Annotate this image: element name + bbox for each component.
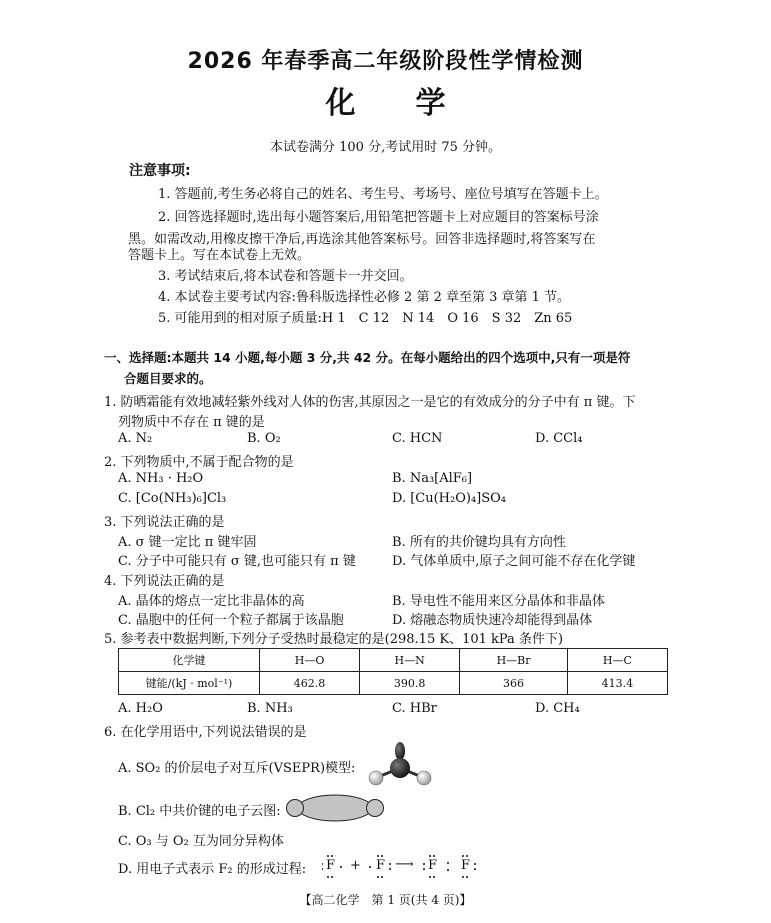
outer-atom [417,771,431,785]
section-heading: 一、选择题:本题共 14 小题,每小题 3 分,共 42 分。在每小题给出的四个选项中,只有一项是符 [104,350,631,365]
outer-atom [369,771,383,785]
q6-option-b: B. Cl₂ 中共价键的电子云图: [118,804,281,819]
q3-option-b: B. 所有的共价键均具有方向性 [392,535,566,550]
vsepr-model-figure [364,738,436,788]
fluorine-atom: F [376,858,386,873]
fluorine-atom: F [326,858,336,873]
q1-option-b: B. O₂ [247,431,281,446]
q4-option-a: A. 晶体的熔点一定比非晶体的高 [118,594,305,609]
table-cell: 462.8 [260,672,360,695]
q4-option-d: D. 熔融态物质快速冷却能得到晶体 [392,613,593,628]
table-cell: H—O [260,649,360,672]
notice-item: 黑。如需改动,用橡皮擦干净后,再选涂其他答案标号。回答非选择题时,将答案写在 [128,232,596,247]
q2-option-b: B. Na₃[AlF₆] [392,471,473,486]
q2-option-a: A. NH₃ · H₂O [118,471,204,486]
cloud-lobe [367,800,384,817]
subject-title: 化 学 [325,86,446,121]
q5-option-c: C. HBr [392,701,437,716]
table-header-row [119,649,668,672]
section-heading-cont: 合题目要求的。 [124,371,212,386]
notice-heading: 注意事项: [129,163,191,179]
table-cell: H—C [567,649,667,672]
q3-stem: 3. 下列说法正确的是 [104,515,225,530]
q3-option-a: A. σ 键一定比 π 键牢固 [118,535,257,550]
q6-option-a: A. SO₂ 的价层电子对互斥(VSEPR)模型: [118,761,356,776]
table-row [119,672,668,695]
notice-item: 1. 答题前,考生务必将自己的姓名、考生号、考场号、座位号填写在答题卡上。 [158,187,608,202]
lone-pair-lobe [395,742,405,760]
table-cell: H—N [360,649,460,672]
q6-option-d: D. 用电子式表示 F₂ 的形成过程: [118,862,307,877]
notice-item: 2. 回答选择题时,选出每小题答案后,用铅笔把答题卡上对应题目的答案标号涂 [158,210,599,225]
notice-item: 4. 本试卷主要考试内容:鲁科版选择性必修 2 第 2 章至第 3 章第 1 节。 [158,290,571,305]
q4-option-b: B. 导电性不能用来区分晶体和非晶体 [392,594,605,609]
electron-cloud-figure [283,791,387,825]
q3-option-c: C. 分子中可能只有 σ 键,也可能只有 π 键 [118,554,356,569]
q5-stem: 5. 参考表中数据判断,下列分子受热时最稳定的是(298.15 K、101 kPa 条件下) [104,632,564,647]
q1-stem-cont: 列物质中不存在 π 键的是 [118,415,265,430]
q5-option-d: D. CH₄ [535,701,580,716]
q5-option-a: A. H₂O [118,701,163,716]
table-cell: 366 [460,672,568,695]
fluorine-atom: F [461,858,471,873]
notice-item: 5. 可能用到的相对原子质量:H 1 C 12 N 14 O 16 S 32 Zn 65 [158,311,573,326]
q6-option-c: C. O₃ 与 O₂ 互为同分异构体 [118,834,284,849]
cloud-overlap [298,795,372,821]
score-info: 本试卷满分 100 分,考试用时 75 分钟。 [270,140,502,155]
notice-item: 3. 考试结束后,将本试卷和答题卡一并交回。 [158,269,413,284]
exam-title: 2026 年春季高二年级阶段性学情检测 [187,49,584,74]
q5-option-b: B. NH₃ [247,701,293,716]
electron-dots [322,850,482,880]
table-cell: 键能/(kJ · mol⁻¹) [119,672,260,695]
q4-option-c: C. 晶胞中的任何一个粒子都属于该晶胞 [118,613,344,628]
table-cell: 390.8 [360,672,460,695]
q1-stem: 1. 防晒霜能有效地减轻紫外线对人体的伤害,其原因之一是它的有效成分的分子中有 π 键。下 [104,395,636,410]
table-cell: H—Br [460,649,568,672]
central-atom [390,758,410,778]
table-cell: 413.4 [567,672,667,695]
q3-option-d: D. 气体单质中,原子之间可能不存在化学键 [392,554,636,569]
notice-item: 答题卡上。写在本试卷上无效。 [128,248,311,263]
plus-sign: + [350,858,361,873]
q6-stem: 6. 在化学用语中,下列说法错误的是 [104,725,307,740]
q2-option-d: D. [Cu(H₂O)₄]SO₄ [392,491,507,506]
q4-stem: 4. 下列说法正确的是 [104,574,225,589]
table-cell: 化学键 [119,649,260,672]
q1-option-c: C. HCN [392,431,443,446]
fluorine-atom: F [428,858,438,873]
cloud-lobe [287,800,304,817]
q1-option-a: A. N₂ [118,431,153,446]
bond-energy-table [118,648,668,695]
q2-option-c: C. [Co(NH₃)₆]Cl₃ [118,491,227,506]
q1-option-d: D. CCl₄ [535,431,583,446]
q2-stem: 2. 下列物质中,不属于配合物的是 [104,455,294,470]
arrow: ⟶ [395,857,414,872]
page-footer: 【高二化学 第 1 页(共 4 页)】 [299,893,472,907]
